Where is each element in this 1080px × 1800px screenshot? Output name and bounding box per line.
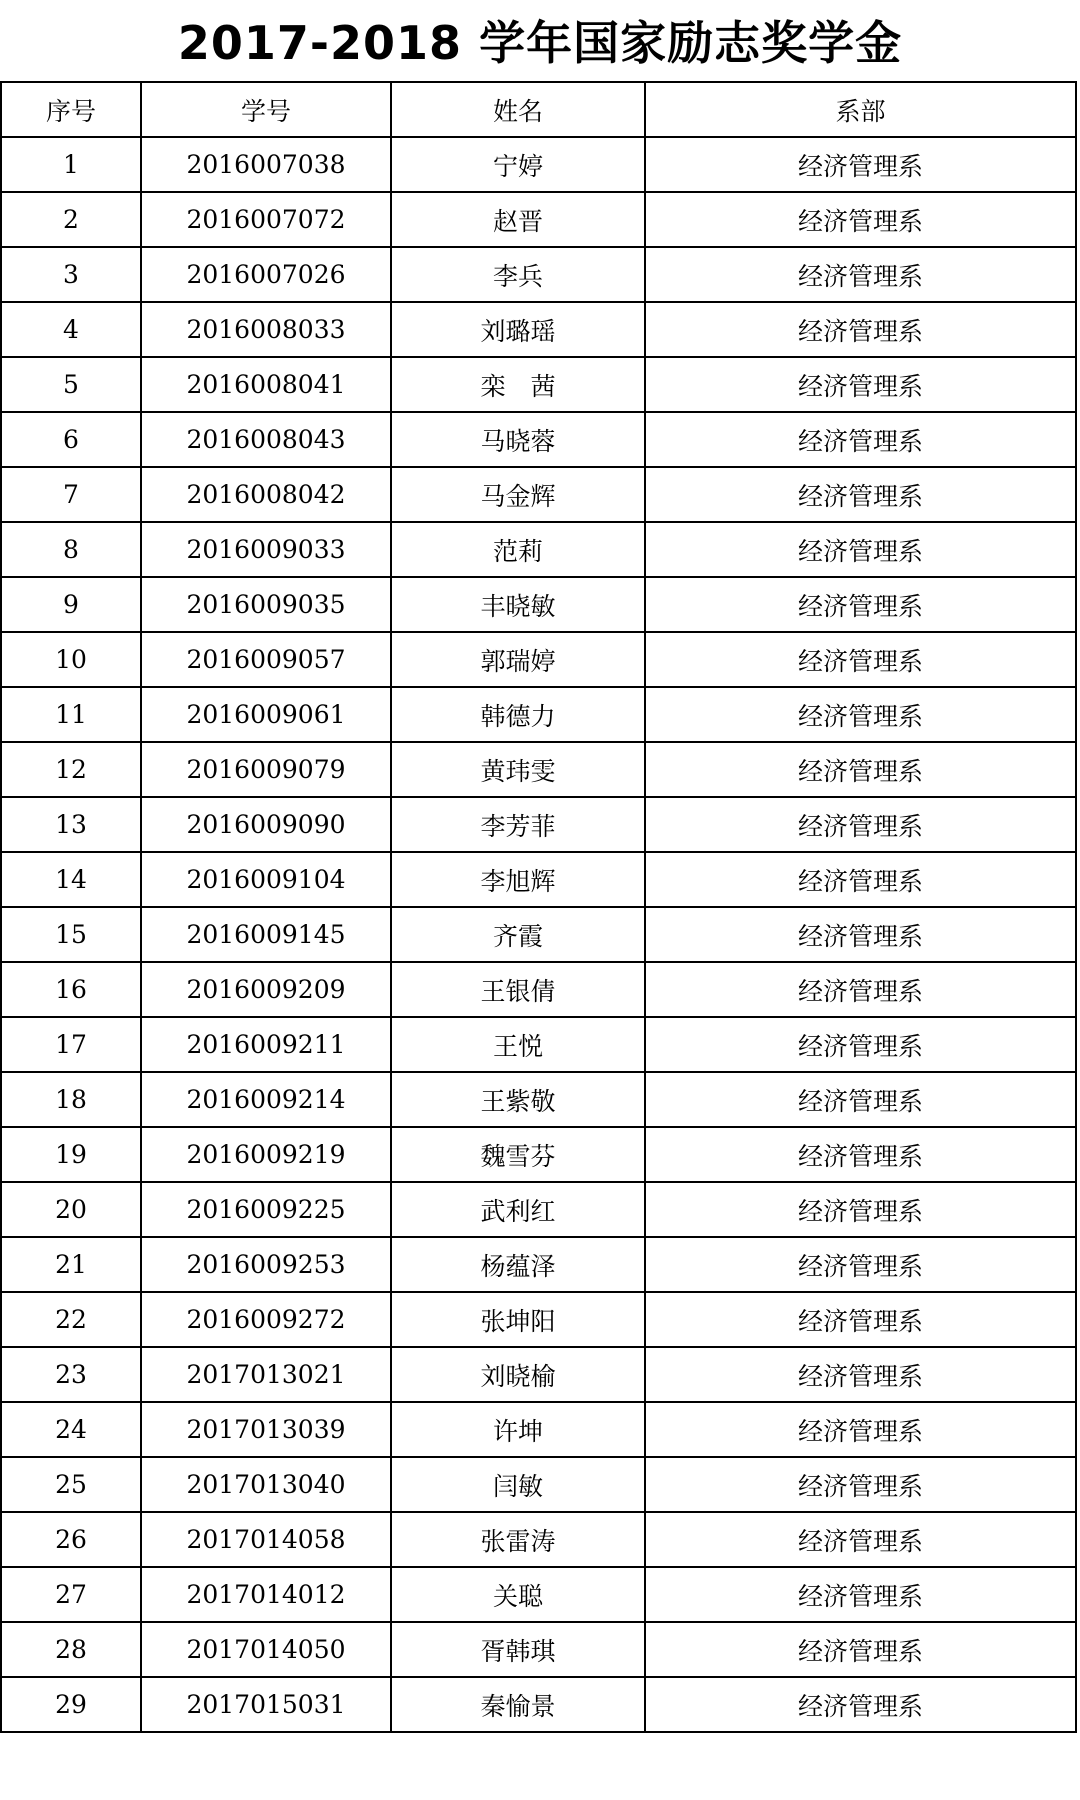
table-row (1, 577, 1076, 632)
cell-name: 王悦 (391, 1017, 645, 1072)
header-seq: 序号 (1, 82, 141, 137)
cell-department: 经济管理系 (645, 302, 1076, 357)
cell-seq: 18 (1, 1072, 141, 1127)
cell-student-id: 2016008042 (141, 467, 391, 522)
cell-seq: 15 (1, 907, 141, 962)
cell-seq: 11 (1, 687, 141, 742)
cell-department: 经济管理系 (645, 797, 1076, 852)
cell-name: 胥韩琪 (391, 1622, 645, 1677)
cell-department: 经济管理系 (645, 742, 1076, 797)
header-student-id: 学号 (141, 82, 391, 137)
cell-name: 马晓蓉 (391, 412, 645, 467)
cell-student-id: 2017014058 (141, 1512, 391, 1567)
cell-department: 经济管理系 (645, 1292, 1076, 1347)
cell-student-id: 2016009033 (141, 522, 391, 577)
cell-seq: 8 (1, 522, 141, 577)
cell-student-id: 2016009253 (141, 1237, 391, 1292)
cell-name: 王紫敬 (391, 1072, 645, 1127)
cell-student-id: 2017014050 (141, 1622, 391, 1677)
table-row (1, 1292, 1076, 1347)
cell-student-id: 2016009211 (141, 1017, 391, 1072)
cell-name: 魏雪芬 (391, 1127, 645, 1182)
cell-seq: 29 (1, 1677, 141, 1732)
table-row (1, 1072, 1076, 1127)
cell-student-id: 2016008033 (141, 302, 391, 357)
cell-student-id: 2016009225 (141, 1182, 391, 1237)
cell-department: 经济管理系 (645, 137, 1076, 192)
cell-name: 李旭辉 (391, 852, 645, 907)
cell-student-id: 2016009214 (141, 1072, 391, 1127)
cell-student-id: 2016009090 (141, 797, 391, 852)
cell-name: 关聪 (391, 1567, 645, 1622)
cell-name: 武利红 (391, 1182, 645, 1237)
cell-department: 经济管理系 (645, 522, 1076, 577)
cell-department: 经济管理系 (645, 962, 1076, 1017)
cell-department: 经济管理系 (645, 1512, 1076, 1567)
table-row (1, 907, 1076, 962)
cell-department: 经济管理系 (645, 1402, 1076, 1457)
cell-name: 李芳菲 (391, 797, 645, 852)
cell-name: 张坤阳 (391, 1292, 645, 1347)
cell-name: 马金辉 (391, 467, 645, 522)
cell-seq: 4 (1, 302, 141, 357)
cell-name: 栾 茜 (391, 357, 645, 412)
cell-name: 闫敏 (391, 1457, 645, 1512)
cell-department: 经济管理系 (645, 1347, 1076, 1402)
table-row (1, 192, 1076, 247)
cell-student-id: 2016007026 (141, 247, 391, 302)
table-row (1, 1512, 1076, 1567)
cell-department: 经济管理系 (645, 192, 1076, 247)
cell-name: 范莉 (391, 522, 645, 577)
cell-department: 经济管理系 (645, 852, 1076, 907)
cell-department: 经济管理系 (645, 632, 1076, 687)
header-name: 姓名 (391, 82, 645, 137)
header-row (1, 82, 1076, 137)
table-row (1, 1622, 1076, 1677)
cell-name: 韩德力 (391, 687, 645, 742)
cell-seq: 10 (1, 632, 141, 687)
table-header (1, 82, 1076, 137)
table-row (1, 467, 1076, 522)
table-row (1, 1677, 1076, 1732)
cell-name: 张雷涛 (391, 1512, 645, 1567)
cell-student-id: 2016009219 (141, 1127, 391, 1182)
cell-department: 经济管理系 (645, 1127, 1076, 1182)
table-row (1, 1402, 1076, 1457)
cell-seq: 5 (1, 357, 141, 412)
cell-name: 王银倩 (391, 962, 645, 1017)
cell-seq: 16 (1, 962, 141, 1017)
cell-student-id: 2016009035 (141, 577, 391, 632)
table-row (1, 412, 1076, 467)
cell-department: 经济管理系 (645, 357, 1076, 412)
cell-department: 经济管理系 (645, 1237, 1076, 1292)
cell-name: 齐霞 (391, 907, 645, 962)
cell-department: 经济管理系 (645, 1567, 1076, 1622)
cell-student-id: 2016008041 (141, 357, 391, 412)
cell-seq: 20 (1, 1182, 141, 1237)
cell-seq: 7 (1, 467, 141, 522)
table-body (1, 137, 1076, 1732)
cell-student-id: 2017013040 (141, 1457, 391, 1512)
table-row (1, 962, 1076, 1017)
cell-name: 宁婷 (391, 137, 645, 192)
cell-student-id: 2016009272 (141, 1292, 391, 1347)
cell-student-id: 2016007072 (141, 192, 391, 247)
cell-seq: 17 (1, 1017, 141, 1072)
cell-name: 郭瑞婷 (391, 632, 645, 687)
cell-department: 经济管理系 (645, 1072, 1076, 1127)
cell-seq: 26 (1, 1512, 141, 1567)
table-row (1, 632, 1076, 687)
cell-seq: 1 (1, 137, 141, 192)
table-row (1, 1017, 1076, 1072)
cell-seq: 6 (1, 412, 141, 467)
cell-student-id: 2016008043 (141, 412, 391, 467)
table-row (1, 1347, 1076, 1402)
cell-name: 杨蕴泽 (391, 1237, 645, 1292)
cell-name: 丰晓敏 (391, 577, 645, 632)
cell-department: 经济管理系 (645, 1622, 1076, 1677)
table-row (1, 247, 1076, 302)
cell-name: 秦愉景 (391, 1677, 645, 1732)
cell-student-id: 2016009079 (141, 742, 391, 797)
cell-name: 刘晓榆 (391, 1347, 645, 1402)
cell-seq: 14 (1, 852, 141, 907)
header-department: 系部 (645, 82, 1076, 137)
cell-name: 刘璐瑶 (391, 302, 645, 357)
cell-department: 经济管理系 (645, 467, 1076, 522)
cell-seq: 2 (1, 192, 141, 247)
cell-student-id: 2016009061 (141, 687, 391, 742)
cell-student-id: 2016009104 (141, 852, 391, 907)
cell-seq: 19 (1, 1127, 141, 1182)
table-row (1, 357, 1076, 412)
cell-department: 经济管理系 (645, 577, 1076, 632)
cell-seq: 24 (1, 1402, 141, 1457)
cell-seq: 27 (1, 1567, 141, 1622)
cell-student-id: 2016009057 (141, 632, 391, 687)
cell-name: 黄玮雯 (391, 742, 645, 797)
cell-student-id: 2017015031 (141, 1677, 391, 1732)
cell-department: 经济管理系 (645, 1017, 1076, 1072)
cell-seq: 22 (1, 1292, 141, 1347)
table-row (1, 302, 1076, 357)
cell-department: 经济管理系 (645, 1182, 1076, 1237)
table-row (1, 1182, 1076, 1237)
cell-name: 李兵 (391, 247, 645, 302)
cell-seq: 28 (1, 1622, 141, 1677)
cell-name: 许坤 (391, 1402, 645, 1457)
cell-seq: 12 (1, 742, 141, 797)
cell-department: 经济管理系 (645, 412, 1076, 467)
table-row (1, 687, 1076, 742)
cell-seq: 9 (1, 577, 141, 632)
cell-student-id: 2016009209 (141, 962, 391, 1017)
table-row (1, 1127, 1076, 1182)
cell-seq: 21 (1, 1237, 141, 1292)
table-row (1, 852, 1076, 907)
cell-department: 经济管理系 (645, 907, 1076, 962)
cell-student-id: 2017013021 (141, 1347, 391, 1402)
cell-seq: 3 (1, 247, 141, 302)
cell-department: 经济管理系 (645, 1677, 1076, 1732)
table-row (1, 137, 1076, 192)
table-row (1, 1237, 1076, 1292)
cell-department: 经济管理系 (645, 247, 1076, 302)
cell-seq: 25 (1, 1457, 141, 1512)
cell-student-id: 2017014012 (141, 1567, 391, 1622)
cell-student-id: 2016009145 (141, 907, 391, 962)
cell-department: 经济管理系 (645, 1457, 1076, 1512)
table-row (1, 742, 1076, 797)
cell-seq: 23 (1, 1347, 141, 1402)
page-title: 2017-2018 学年国家励志奖学金 (177, 16, 903, 70)
table-row (1, 522, 1076, 577)
cell-student-id: 2016007038 (141, 137, 391, 192)
cell-seq: 13 (1, 797, 141, 852)
scholarship-table (0, 81, 1077, 1733)
cell-name: 赵晋 (391, 192, 645, 247)
table-row (1, 797, 1076, 852)
cell-student-id: 2017013039 (141, 1402, 391, 1457)
table-row (1, 1457, 1076, 1512)
table-row (1, 1567, 1076, 1622)
cell-department: 经济管理系 (645, 687, 1076, 742)
